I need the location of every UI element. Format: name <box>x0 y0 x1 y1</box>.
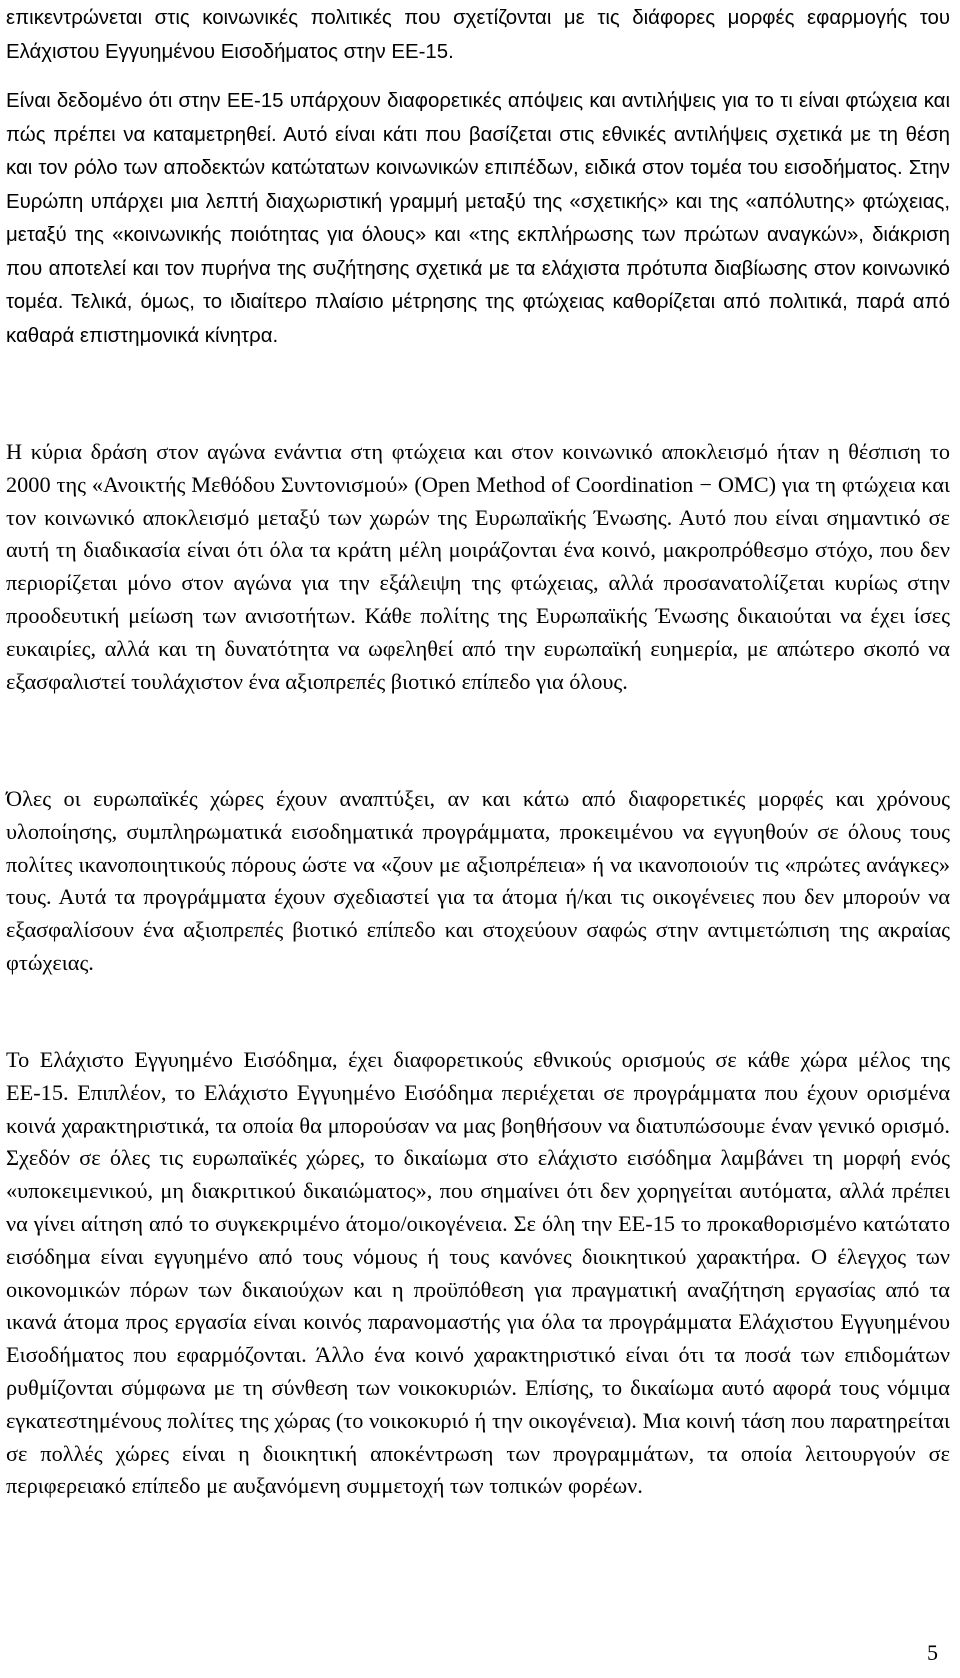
document-page <box>6 0 950 1678</box>
page-number: 5 <box>927 1640 938 1665</box>
paragraph-intro-continuation: επικεντρώνεται στις κοινωνικές πολιτικές που σχετίζονται με τις διάφορες μορφές εφαρμογής του Ελάχιστου Εγγυημένου Εισοδήματος στην ΕΕ-15. <box>6 7 950 63</box>
paragraph-income-programmes: Όλες οι ευρωπαϊκές χώρες έχουν αναπτύξει, αν και κάτω από διαφορετικές μορφές και χρόνους υλοποίησης, συμπληρωματικά εισοδηματικά προγράμματα, προκειμένου να εγγυηθούν σε όλους τους πολίτες ικανοποιητικούς πόρους ώστε να «ζουν με αξιοπρέπεια» ή να ικανοποιούν τις «πρώτες ανάγκες» τους. Αυτά τα προγράμματα έχουν σχεδιαστεί για τα άτομα ή/και τις οικογένειες που δεν μπορούν να εξασφαλίσουν ένα αξιοπρεπές βιοτικό επίπεδο και στοχεύουν σαφώς στην αντιμετώπιση της ακραίας φτώχειας. <box>6 786 950 975</box>
paragraph-poverty-perceptions: Είναι δεδομένο ότι στην ΕΕ-15 υπάρχουν διαφορετικές απόψεις και αντιλήψεις για το τι είναι φτώχεια και πώς πρέπει να καταμετρηθεί. Αυτό είναι κάτι που βασίζεται στις εθνικές αντιλήψεις σχετικά με τη θέση και τον ρόλο των αποδεκτών κατώτατων κοινωνικών επιπέδων, ειδικά στον τομέα του εισοδήματος. Στην Ευρώπη υπάρχει μια λεπτή διαχωριστική γραμμή μεταξύ της «σχετικής» και της «απόλυτης» φτώχειας, μεταξύ της «κοινωνικής ποιότητας για όλους» και «της εκπλήρωσης των πρώτων αναγκών», διάκριση που αποτελεί και τον πυρήνα της συζήτησης σχετικά με τα ελάχιστα πρότυπα διαβίωσης στον κοινωνικό τομέα. Τελικά, όμως, το ιδιαίτερο πλαίσιο μέτρησης της φτώχειας καθορίζεται από πολιτικά, παρά από καθαρά επιστημονικά κίνητρα. <box>6 90 950 347</box>
paragraph-minimum-income-definition: Το Ελάχιστο Εγγυημένο Εισόδημα, έχει διαφορετικούς εθνικούς ορισμούς σε κάθε χώρα μέλος της ΕΕ-15. Επιπλέον, το Ελάχιστο Εγγυημένο Εισόδημα περιέχεται σε προγράμματα που έχουν ορισμένα κοινά χαρακτηριστικά, τα οποία θα μπορούσαν να μας βοηθήσουν να διατυπώσουμε έναν γενικό ορισμό. Σχεδόν σε όλες τις ευρωπαϊκές χώρες, το δικαίωμα στο ελάχιστο εισόδημα λαμβάνει τη μορφή ενός «υποκειμενικού, μη διακριτικού δικαιώματος», που σημαίνει ότι δεν χορηγείται αυτόματα, αλλά πρέπει να γίνει αίτηση από το συγκεκριμένο άτομο/οικογένεια. Σε όλη την ΕΕ-15 το προκαθορισμένο κατώτατο εισόδημα είναι εγγυημένο από τους νόμους ή τους κανόνες διοικητικού χαρακτήρα. Ο έλεγχος των οικονομικών πόρων των δικαιούχων και η προϋπόθεση για πραγματική αναζήτηση εργασίας από τα ικανά άτομα προς εργασία είναι κοινός παρανομαστής για όλα τα προγράμματα Ελάχιστου Εγγυημένου Εισοδήματος που εφαρμόζονται. Άλλο ένα κοινό χαρακτηριστικό είναι ότι τα ποσά των επιδομάτων ρυθμίζονται σύμφωνα με τη σύνθεση των νοικοκυριών. Επίσης, το δικαίωμα αυτό αφορά τους νόμιμα εγκατεστημένους πολίτες της χώρας (το νοικοκυριό ή την οικογένεια). Μια κοινή τάση που παρατηρείται σε πολλές χώρες είναι η διοικητική αποκέντρωση των προγραμμάτων, τα οποία λειτουργούν σε περιφερειακό επίπεδο με αυξανόμενη συμμετοχή των τοπικών φορέων. <box>6 1047 950 1499</box>
paragraph-open-method-coordination: Η κύρια δράση στον αγώνα ενάντια στη φτώχεια και στον κοινωνικό αποκλεισμό ήταν η θέσπιση το 2000 της «Ανοικτής Μεθόδου Συντονισμού» (Open Method of Coordination − OMC) για τη φτώχεια και τον κοινωνικό αποκλεισμό μεταξύ των χωρών της Ευρωπαϊκής Ένωσης. Αυτό που είναι σημαντικό σε αυτή τη διαδικασία είναι ότι όλα τα κράτη μέλη μοιράζονται ένα κοινό, μακροπρόθεσμο στόχο, που δεν περιορίζεται μόνο στον αγώνα για την εξάλειψη της φτώχειας, αλλά προσανατολίζεται κυρίως στην προοδευτική μείωση των ανισοτήτων. Κάθε πολίτης της Ευρωπαϊκής Ένωσης δικαιούται να έχει ίσες ευκαιρίες, αλλά και τη δυνατότητα να ωφεληθεί από την ευρωπαϊκή ευημερία, με απώτερο σκοπό να εξασφαλιστεί τουλάχιστον ένα αξιοπρεπές βιοτικό επίπεδο για όλους. <box>6 439 950 694</box>
